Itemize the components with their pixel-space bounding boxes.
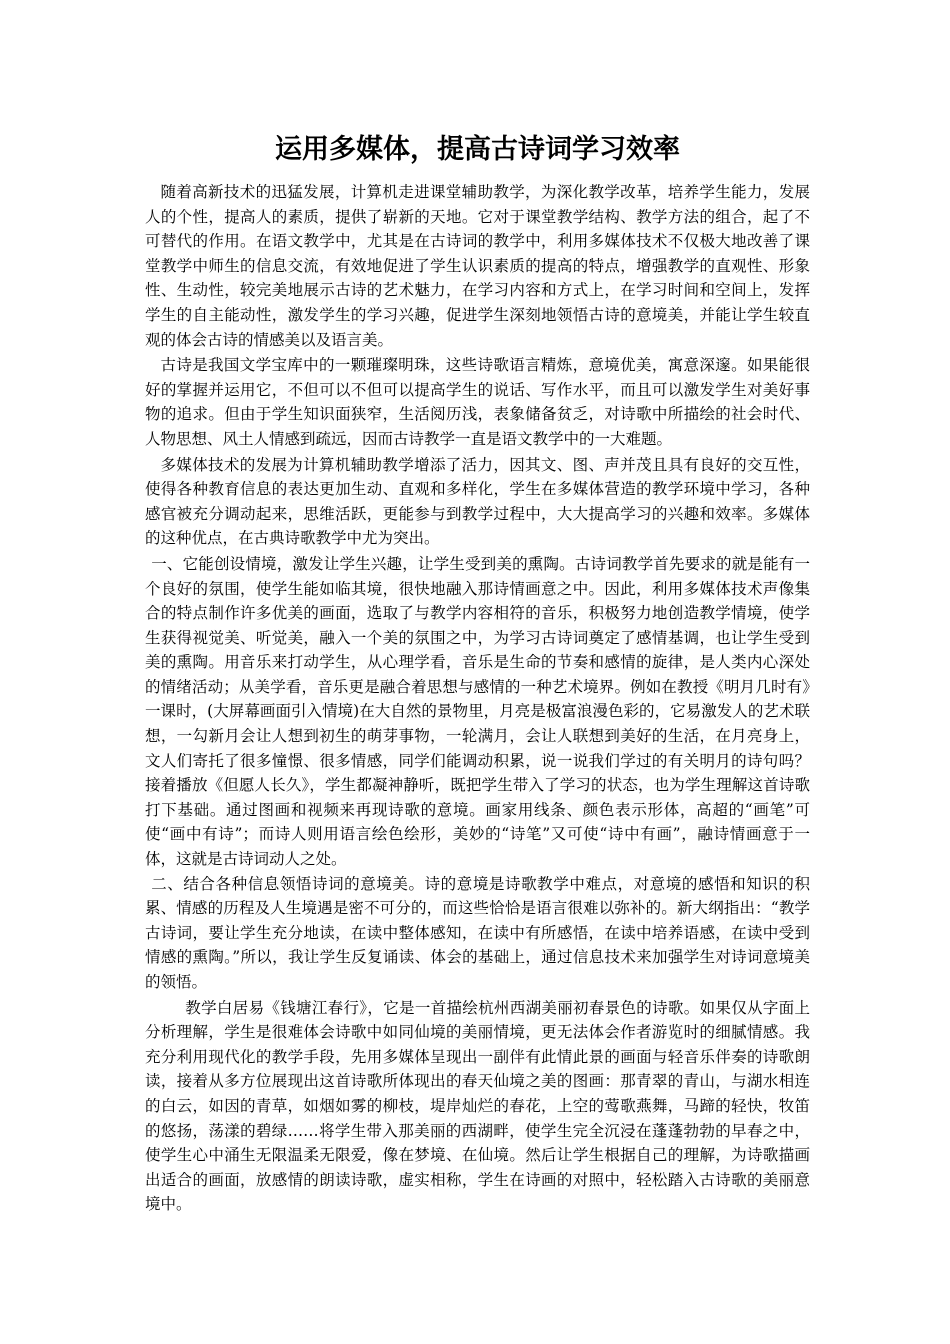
paragraph-example: 教学白居易《钱塘江春行》，它是一首描绘杭州西湖美丽初春景色的诗歌。如果仅从字面上分析理解，学生是很难体会诗歌中如同仙境的美丽情境，更无法体会作者游览时的细腻情感。我充分利用现代化的教学手段，先用多媒体呈现出一副伴有此情此景的画面与轻音乐伴奏的诗歌朗读，接着从多方位展现出这首诗歌所体现出的春天仙境之美的图画：那青翠的青山，与湖水相连的白云，如因的青草，如烟如雾的柳枝，堤岸灿烂的春花，上空的莺歌燕舞，马蹄的轻快，牧笛的悠扬，荡漾的碧绿……将学生带入那美丽的西湖畔，使学生完全沉浸在蓬蓬勃勃的早春之中，使学生心中涌生无限温柔无限爱，像在梦境、在仙境。然后让学生根据自己的理解，为诗歌描画出适合的画面，放感情的朗读诗歌，虚实相称，学生在诗画的对照中，轻松踏入古诗歌的美丽意境中。 xyxy=(145,998,810,1214)
paragraph-ancient-poetry: 古诗是我国文学宝库中的一颗璀璨明珠，这些诗歌语言精炼，意境优美，寓意深邃。如果能很好的掌握并运用它，不但可以不但可以提高学生的说话、写作水平，而且可以激发学生对美好事物的追求。但由于学生知识面狭窄，生活阅历浅，表象储备贫乏，对诗歌中所描绘的社会时代、人物思想、风土人情感到疏远，因而古诗教学一直是语文教学中的一大难题。 xyxy=(145,356,810,448)
document-title: 运用多媒体，提高古诗词学习效率 xyxy=(275,134,680,165)
paragraph-intro: 随着高新技术的迅猛发展，计算机走进课堂辅助教学，为深化教学改革，培养学生能力，发展人的个性，提高人的素质，提供了崭新的天地。它对于课堂教学结构、教学方法的组合，起了不可替代的作用。在语文教学中，尤其是在古诗词的教学中，利用多媒体技术不仅极大地改善了课堂教学中师生的信息交流，有效地促进了学生认识素质的提高的特点，增强教学的直观性、形象性、生动性，较完美地展示古诗的艺术魅力，在学习内容和方式上，在学习时间和空间上，发挥学生的自主能动性，激发学生的学习兴趣，促进学生深刻地领悟古诗的意境美，并能让学生较直观的体会古诗的情感美以及语言美。 xyxy=(145,183,810,349)
paragraph-point-two: 二、结合各种信息领悟诗词的意境美。诗的意境是诗歌教学中难点，对意境的感悟和知识的积累、情感的历程及人生境遇是密不可分的，而这些恰恰是语言很难以弥补的。新大纲指出：“教学古诗词，要让学生充分地读，在读中整体感知，在读中有所感悟，在读中培养语感，在读中受到情感的熏陶。”所以，我让学生反复诵读、体会的基础上，通过信息技术来加强学生对诗词意境美的领悟。 xyxy=(145,874,810,991)
document-page xyxy=(145,130,810,1217)
paragraph-multimedia: 多媒体技术的发展为计算机辅助教学增添了活力，因其文、图、声并茂且具有良好的交互性，使得各种教育信息的表达更加生动、直观和多样化，学生在多媒体营造的教学环境中学习，各种感官被充分调动起来，思维活跃，更能参与到教学过程中，大大提高学习的兴趣和效率。多媒体的这种优点，在古典诗歌教学中尤为突出。 xyxy=(145,455,810,548)
paragraph-point-one: 一、它能创设情境，激发让学生兴趣，让学生受到美的熏陶。古诗词教学首先要求的就是能有一个良好的氛围，使学生能如临其境，很快地融入那诗情画意之中。因此，利用多媒体技术声像集合的特点制作许多优美的画面，选取了与教学内容相符的音乐，积极努力地创造教学情境，使学生获得视觉美、听觉美，融入一个美的氛围之中，为学习古诗词奠定了感情基调，也让学生受到美的熏陶。用音乐来打动学生，从心理学看，音乐是生命的节奏和感情的旋律，是人类内心深处的情绪活动；从美学看，音乐更是融合着思想与感情的一种艺术境界。例如在教授《明月几时有》一课时，(大屏幕画面引入情境)在大自然的景物里，月亮是极富浪漫色彩的，它易激发人的艺术联想，一勾新月会让人想到初生的萌芽事物，一轮满月，会让人联想到美好的生活，在月亮身上，文人们寄托了很多憧憬、很多情感，同学们能调动积累，说一说我们学过的有关明月的诗句吗？接着播放《但愿人长久》，学生都凝神静听，既把学生带入了学习的状态，也为学生理解这首诗歌打下基础。通过图画和视频来再现诗歌的意境。画家用线条、颜色表示形体，高超的“画笔”可使“画中有诗”；而诗人则用语言绘色绘形，美妙的“诗笔”又可使“诗中有画”，融诗情画意于一体，这就是古诗词动人之处。 xyxy=(145,554,810,869)
